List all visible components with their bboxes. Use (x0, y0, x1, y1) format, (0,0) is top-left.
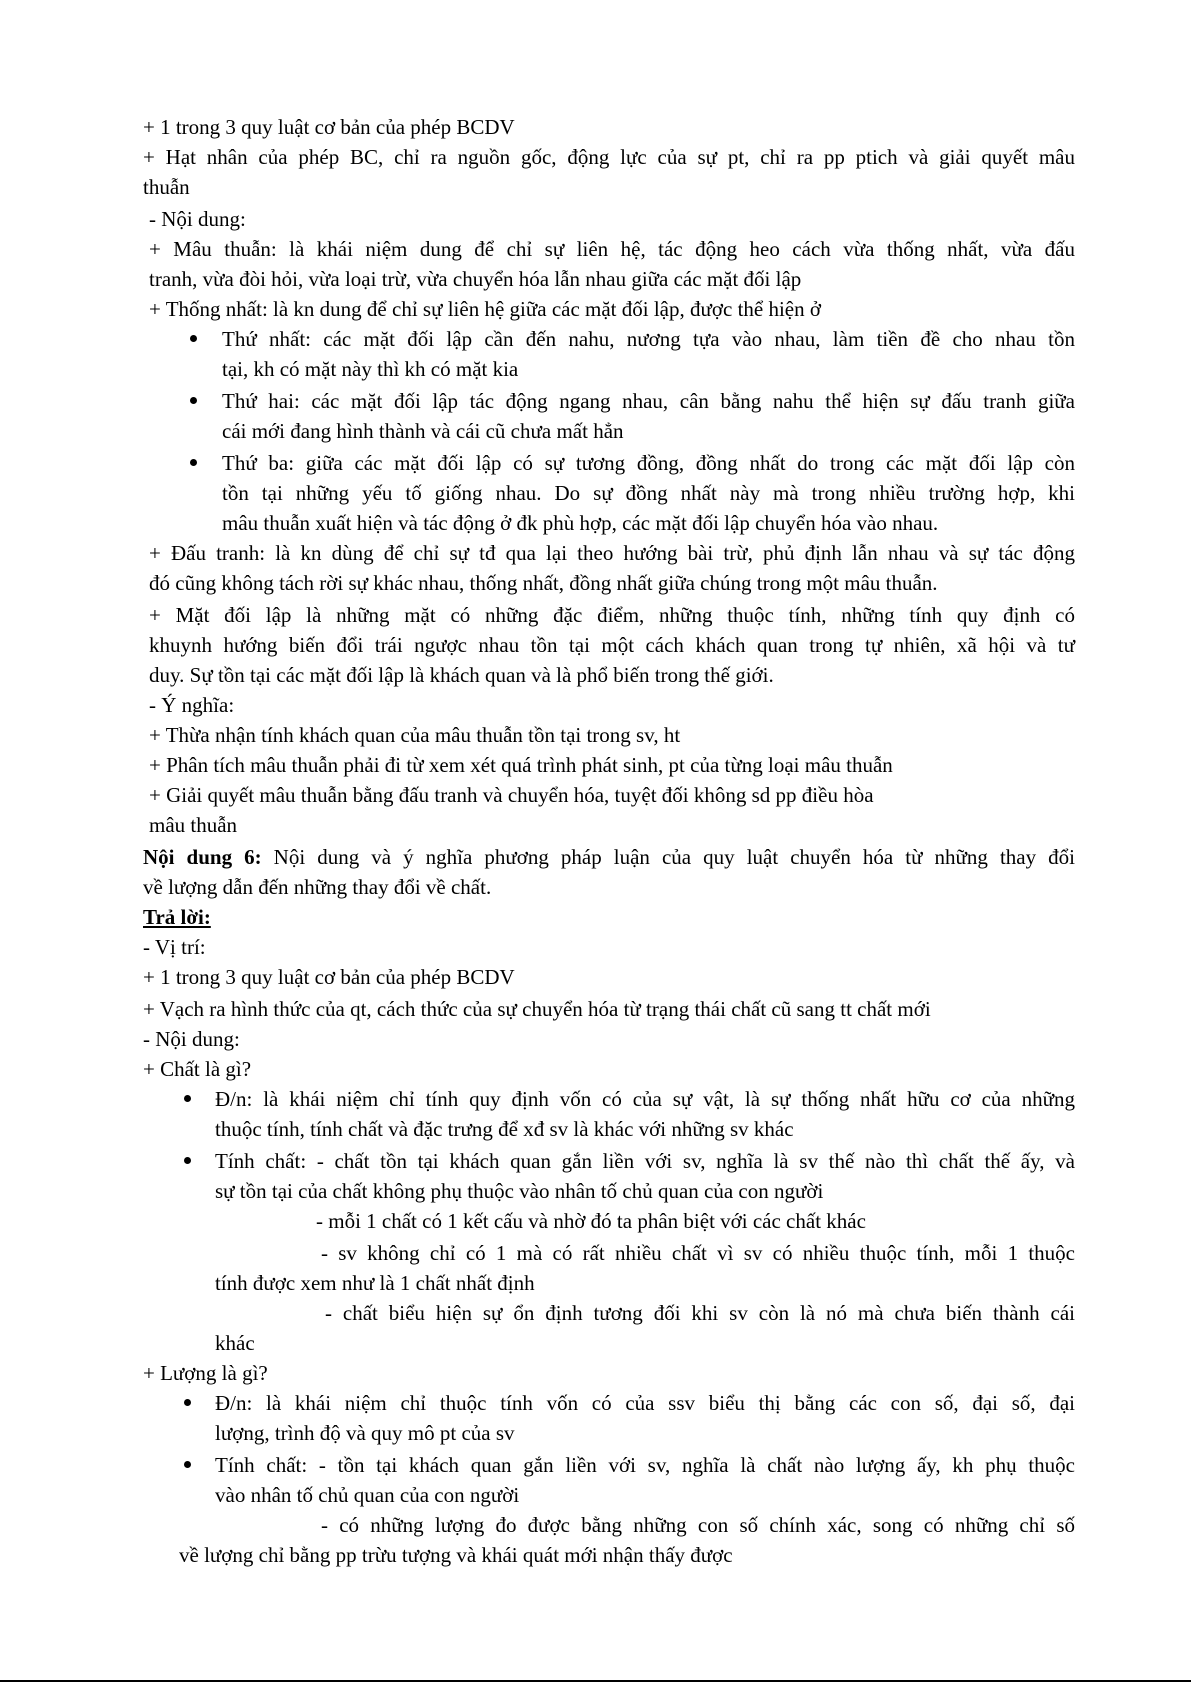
bullet-icon (190, 397, 197, 404)
list-item: vào nhân tố chủ quan của con người (215, 1483, 520, 1507)
answer-heading: Trả lời: (143, 905, 211, 929)
text-line: + Lượng là gì? (143, 1361, 268, 1385)
bullet-icon (184, 1095, 191, 1102)
bullet-icon (184, 1399, 191, 1406)
text-line: + Chất là gì? (143, 1057, 252, 1081)
text-line: + Thống nhất: là kn dung để chỉ sự liên hệ giữa các mặt đối lập, được thể hiện ở (149, 297, 821, 321)
list-item: tồn tại những yếu tố giống nhau. Do sự đồng nhất này mà trong nhiều trường hợp, khi (222, 481, 1075, 505)
text-line: thuẫn (143, 175, 190, 199)
list-item: Thứ hai: các mặt đối lập tác động ngang nhau, cân bằng nahu thể hiện sự đấu tranh giữa (222, 389, 1075, 413)
list-item: Thứ nhất: các mặt đối lập cần đến nahu, nương tựa vào nhau, làm tiền đề cho nhau tồn (222, 327, 1075, 351)
text-line: mâu thuẫn (149, 813, 238, 837)
text-line: + 1 trong 3 quy luật cơ bản của phép BCDV (143, 115, 515, 139)
list-item: - có những lượng đo được bằng những con số chính xác, song có những chỉ số (321, 1513, 1075, 1537)
list-item: - mỗi 1 chất có 1 kết cấu và nhờ đó ta phân biệt với các chất khác (316, 1209, 866, 1233)
text-line: + 1 trong 3 quy luật cơ bản của phép BCDV (143, 965, 515, 989)
text-line: + Mâu thuẫn: là khái niệm dung để chỉ sự liên hệ, tác động heo cách vừa thống nhất, vừa đấu (149, 237, 1075, 261)
bullet-icon (190, 459, 197, 466)
text-line: + Mặt đối lập là những mặt có những đặc điểm, những thuộc tính, những tính quy định có (149, 603, 1075, 627)
text-line: khuynh hướng biến đổi trái ngược nhau tồn tại một cách khách quan trong tự nhiên, xã hội và tư (149, 633, 1075, 657)
section-label: - Ý nghĩa: (149, 693, 235, 717)
bullet-icon (190, 335, 197, 342)
list-item: Tính chất: - tồn tại khách quan gắn liền với sv, nghĩa là chất nào lượng ấy, kh phụ thuộc (215, 1453, 1075, 1477)
list-item: - chất biểu hiện sự ổn định tương đối khi sv còn là nó mà chưa biến thành cái (325, 1301, 1075, 1325)
text-line: đó cũng không tách rời sự khác nhau, thống nhất, đồng nhất giữa chúng trong một mâu thuẫn. (149, 571, 938, 595)
section-label: - Vị trí: (143, 935, 206, 959)
question-text: Nội dung và ý nghĩa phương pháp luận của quy luật chuyển hóa từ những thay đổi (261, 845, 1076, 869)
text-line: duy. Sự tồn tại các mặt đối lập là khách quan và là phổ biến trong thế giới. (149, 663, 774, 687)
list-item: Đ/n: là khái niệm chỉ thuộc tính vốn có của ssv biểu thị bằng các con số, đại số, đại (215, 1391, 1075, 1415)
list-item: mâu thuẫn xuất hiện và tác động ở đk phù hợp, các mặt đối lập chuyển hóa vào nhau. (222, 511, 939, 535)
list-item: lượng, trình độ và quy mô pt của sv (215, 1421, 515, 1445)
text-line: + Đấu tranh: là kn dùng để chỉ sự tđ qua lại theo hướng bài trừ, phủ định lẫn nhau và sự tác động (149, 541, 1075, 565)
list-item: Đ/n: là khái niệm chỉ tính quy định vốn có của sự vật, là sự thống nhất hữu cơ của những (215, 1087, 1075, 1111)
bullet-icon (184, 1461, 191, 1468)
bullet-icon (184, 1157, 191, 1164)
question-text: về lượng dẫn đến những thay đổi về chất. (143, 875, 492, 899)
list-item: tại, kh có mặt này thì kh có mặt kia (222, 357, 519, 381)
text-line: + Phân tích mâu thuẫn phải đi từ xem xét quá trình phát sinh, pt của từng loại mâu thuẫn (149, 753, 893, 777)
list-item: về lượng chỉ bằng pp trừu tượng và khái quát mới nhận thấy được (179, 1543, 733, 1567)
list-item: cái mới đang hình thành và cái cũ chưa mất hẳn (222, 419, 624, 443)
list-item: - sv không chỉ có 1 mà có rất nhiều chất vì sv có nhiều thuộc tính, mỗi 1 thuộc (321, 1241, 1075, 1265)
section-label: - Nội dung: (143, 1027, 240, 1051)
list-item: tính được xem như là 1 chất nhất định (215, 1271, 535, 1295)
list-item: Tính chất: - chất tồn tại khách quan gắn liền với sv, nghĩa là sv thế nào thì chất thế ấy, và (215, 1149, 1075, 1173)
text-line: + Thừa nhận tính khách quan của mâu thuẫn tồn tại trong sv, ht (149, 723, 681, 747)
list-item: thuộc tính, tính chất và đặc trưng để xđ sv là khác với những sv khác (215, 1117, 794, 1141)
list-item: khác (215, 1331, 255, 1355)
text-line: + Hạt nhân của phép BC, chỉ ra nguồn gốc, động lực của sự pt, chỉ ra pp ptich và giải quyết mâu (143, 145, 1075, 169)
text-line: tranh, vừa đòi hỏi, vừa loại trừ, vừa chuyển hóa lẫn nhau giữa các mặt đối lập (149, 267, 802, 291)
list-item: sự tồn tại của chất không phụ thuộc vào nhân tố chủ quan của con người (215, 1179, 824, 1203)
page-bottom-rule (0, 1680, 1191, 1682)
section-label: - Nội dung: (149, 207, 246, 231)
list-item: Thứ ba: giữa các mặt đối lập có sự tương đồng, đồng nhất do trong các mặt đối lập còn (222, 451, 1075, 475)
text-line: + Vạch ra hình thức của qt, cách thức của sự chuyển hóa từ trạng thái chất cũ sang tt chất mới (143, 997, 931, 1021)
question-number: Nội dung 6: (143, 845, 262, 869)
text-line: + Giải quyết mâu thuẫn bằng đấu tranh và chuyển hóa, tuyệt đối không sd pp điều hòa (149, 783, 874, 807)
question-heading (143, 842, 1075, 872)
